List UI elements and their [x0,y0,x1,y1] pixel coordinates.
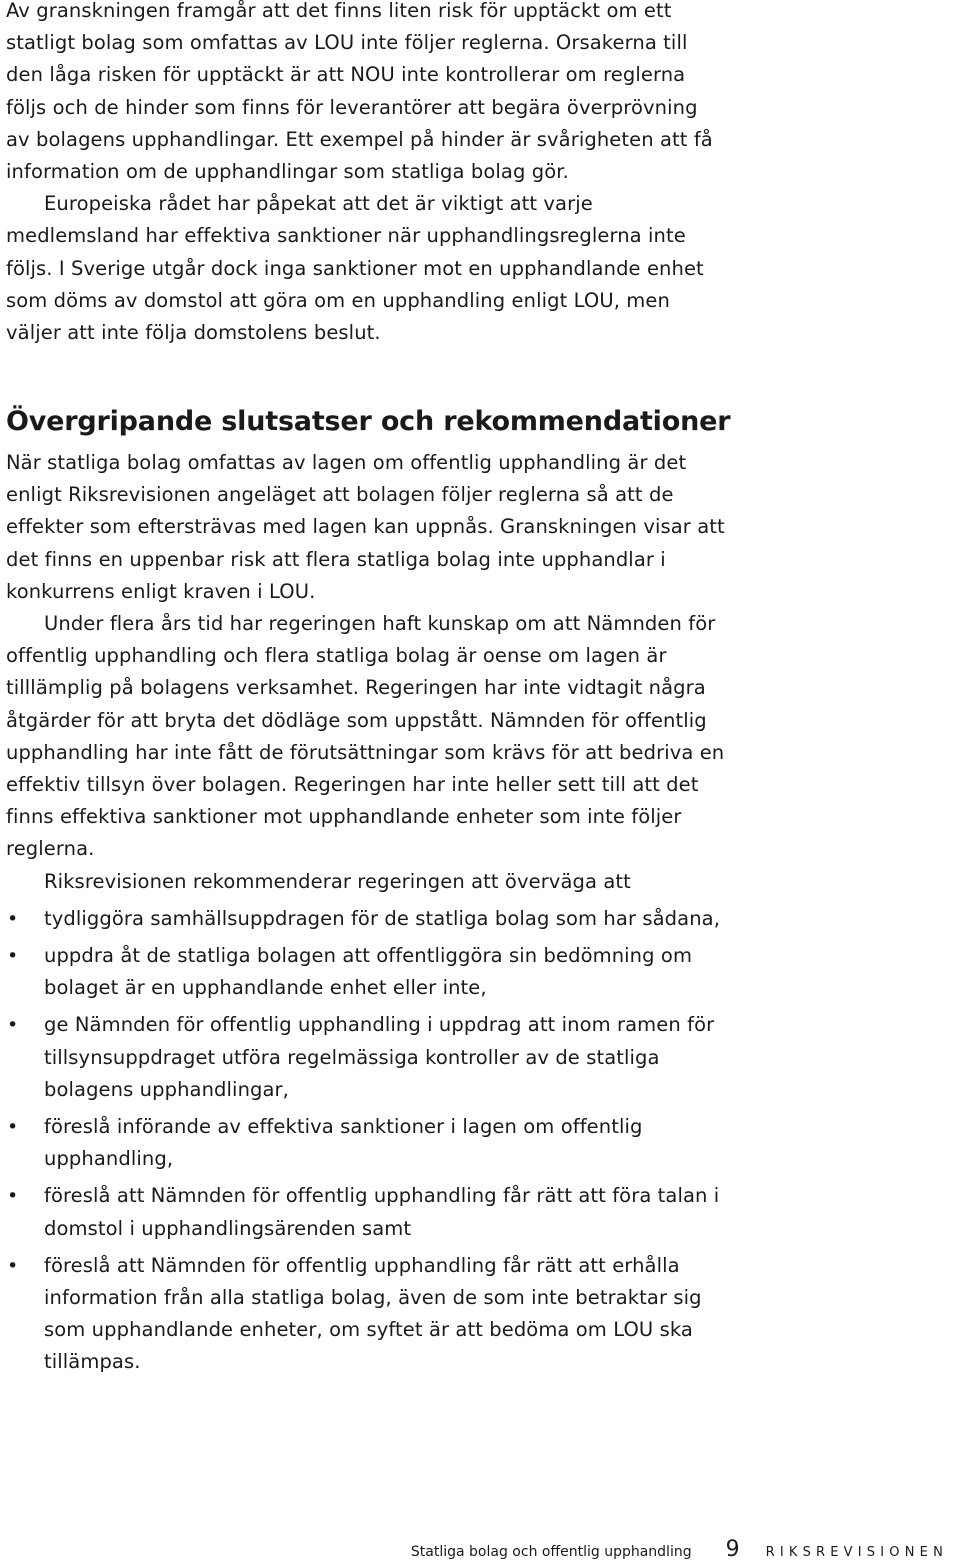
recommendation-text: föreslå införande av effektiva sanktioner i lagen om offentlig upphandling, [44,1115,643,1171]
footer-report-title: Statliga bolag och offentlig upphandling [410,1544,692,1560]
bullet-icon: • [7,1116,19,1139]
intro-text [6,0,726,349]
bullet-icon: • [7,1185,19,1208]
conclusions-text [6,447,726,1379]
recommendation-list [6,903,726,1379]
bullet-icon: • [7,1014,19,1037]
recommendation-item [6,1009,726,1106]
intro-paragraph-1: Av granskningen framgår att det finns liten risk för upptäckt om ett statligt bolag som omfattas av LOU inte följer reglerna. Orsakerna till den låga risken för upptäckt är att NOU inte kontrollerar om reglerna följs och de hinder som finns för leverantörer att begära överprövning av bolagens upphandlingar. Ett exempel på hinder är svårigheten att få information om de upphandlingar som statliga bolag gör. [6,0,713,184]
recommendation-text: tydliggöra samhällsuppdragen för de statliga bolag som har sådana, [44,906,720,930]
footer-brand: RIKSREVISIONEN [765,1545,948,1560]
recommendation-lead: Riksrevisionen rekommenderar regeringen att överväga att [44,869,631,893]
bullet-icon: • [7,1254,19,1277]
intro-paragraph-2: Europeiska rådet har påpekat att det är viktigt att varje medlemsland har effektiva sanktioner när upphandlingsreglerna inte följs. I Sverige utgår dock inga sanktioner mot en upphandlande enhet som döms av domstol att göra om en upphandling enligt LOU, men väljer att inte följa domstolens beslut. [6,192,704,345]
conclusions-paragraph-1: När statliga bolag omfattas av lagen om offentlig upphandling är det enligt Riksrevisionen angeläget att bolagen följer reglerna så att de effekter som eftersträvas med lagen kan uppnås. Granskningen visar att det finns en uppenbar risk att flera statliga bolag inte upphandlar i konkurrens enligt kraven i LOU. [6,451,725,603]
recommendation-item [6,903,726,935]
section-heading: Övergripande slutsatser och rekommendationer [6,406,731,437]
recommendation-item [6,940,726,1004]
recommendation-item [6,1250,726,1379]
recommendation-item [6,1180,726,1244]
recommendation-text: uppdra åt de statliga bolagen att offentliggöra sin bedömning om bolaget är en upphandlande enhet eller inte, [44,944,693,1000]
page-number: 9 [725,1537,740,1562]
recommendation-item [6,1111,726,1175]
bullet-icon: • [7,907,19,930]
recommendation-text: ge Nämnden för offentlig upphandling i uppdrag att inom ramen för tillsynsuppdraget utföra regelmässiga kontroller av de statliga bolagens upphandlingar, [44,1013,715,1101]
recommendation-text: föreslå att Nämnden för offentlig upphandling får rätt att föra talan i domstol i upphandlingsärenden samt [44,1184,720,1240]
conclusions-paragraph-2: Under flera års tid har regeringen haft kunskap om att Nämnden för offentlig upphandling och flera statliga bolag är oense om lagen är tilllämplig på bolagens verksamhet. Regeringen har inte vidtagit några åtgärder för att bryta det dödläge som uppstått. Nämnden för offentlig upphandling har inte fått de förutsättningar som krävs för att bedriva en effektiv tillsyn över bolagen. Regeringen har inte heller sett till att det finns effektiva sanktioner mot upphandlande enheter som inte följer reglerna. [6,612,725,861]
page-footer [411,1537,948,1562]
recommendation-text: föreslå att Nämnden för offentlig upphandling får rätt att erhålla information från alla statliga bolag, även de som inte betraktar sig som upphandlande enheter, om syftet är att bedöma om LOU ska tillämpas. [44,1253,702,1374]
bullet-icon: • [7,945,19,968]
